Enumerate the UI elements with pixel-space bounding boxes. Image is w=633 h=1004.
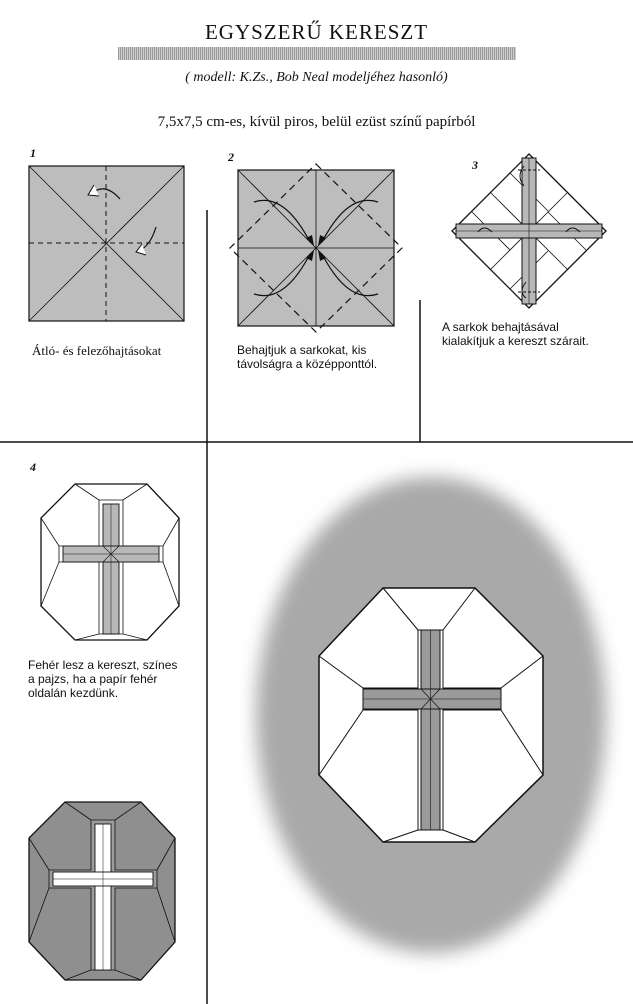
step-3-diagram bbox=[448, 152, 618, 322]
step-2-caption bbox=[237, 343, 377, 371]
step-1-number: 1 bbox=[30, 146, 36, 160]
caption-line: Behajtjuk a sarkokat, kis bbox=[237, 343, 367, 357]
caption-line: kialakítjuk a kereszt szárait. bbox=[442, 334, 589, 348]
step-2-number: 2 bbox=[228, 150, 234, 164]
step-1-caption bbox=[32, 343, 161, 358]
variant-diagram bbox=[25, 800, 185, 990]
caption-line: Átló- és felezőhajtásokat bbox=[32, 343, 162, 358]
subtitle: ( modell: K.Zs., Bob Neal modeljéhez hasonló) bbox=[185, 70, 448, 85]
caption-line: távolságra a középponttól. bbox=[237, 357, 378, 371]
step-4-number: 4 bbox=[30, 460, 36, 474]
caption-line: a pajzs, ha a papír fehér bbox=[28, 672, 158, 686]
step-2-diagram bbox=[232, 162, 412, 342]
caption-line: Fehér lesz a kereszt, színes bbox=[28, 658, 178, 672]
final-model-diagram bbox=[233, 470, 633, 990]
step-4-caption bbox=[28, 658, 177, 700]
step-3-caption bbox=[442, 320, 589, 348]
page-title: EGYSZERŰ KERESZT bbox=[204, 20, 429, 44]
caption-line: oldalán kezdünk. bbox=[28, 686, 119, 700]
caption-line: A sarkok behajtásával bbox=[442, 320, 559, 334]
step-3-number: 3 bbox=[472, 158, 478, 172]
step-1-diagram bbox=[28, 165, 188, 325]
material-note: 7,5x7,5 cm-es, kívül piros, belül ezüst színű papírból bbox=[157, 114, 476, 130]
step-4-diagram bbox=[37, 482, 187, 652]
